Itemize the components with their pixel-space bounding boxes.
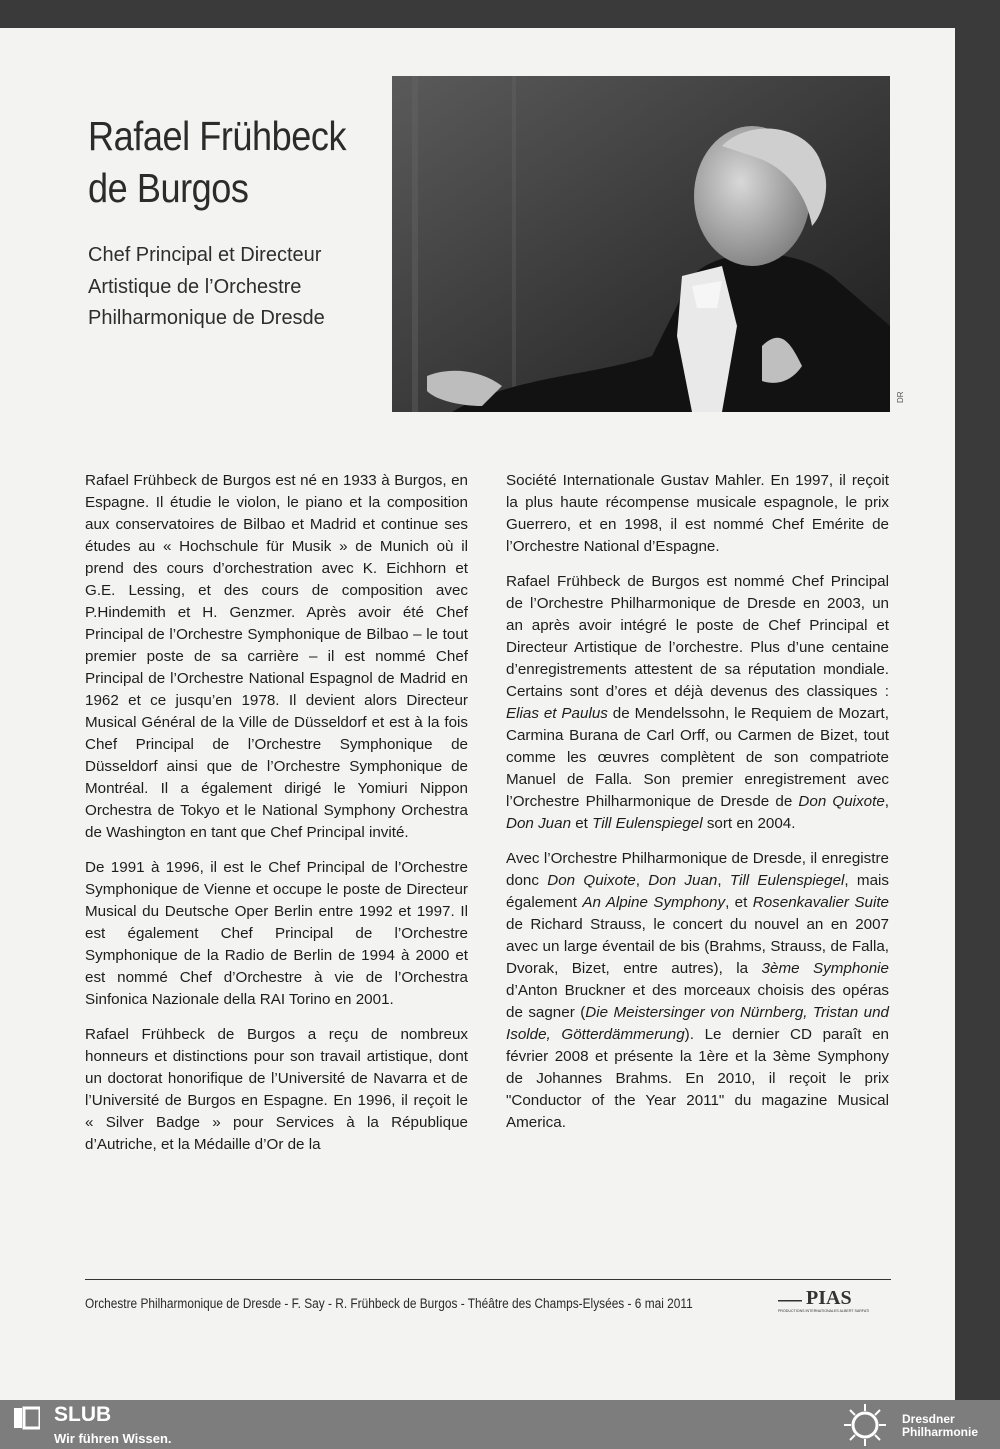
footer-text: Orchestre Philharmonique de Dresde - F. Say - R. Frühbeck de Burgos - Théâtre des Champs-Elysées - 6 mai 2011 [85,1296,693,1311]
work-title: Till Eulenspiegel [729,872,845,889]
paragraph: De 1991 à 1996, il est le Chef Principal de l’Orchestre Symphonique de Vienne et occupe le poste de Directeur Musical du Deutsche Oper Berlin entre 1992 et 1997. Il est également Chef Principal de l’Orchestre Symphonique de la Radio de Berlin de 1994 à 2000 et est nommé Chef d’Orchestre à vie de l’Orchestra Sinfonica Nazionale della RAI Torino en 2001. [85,859,468,1008]
text-column-left [85,470,468,1169]
work-title: Don Quixote [547,872,636,889]
text-run: sort en 2004. [702,815,796,832]
paragraph: Rafael Frühbeck de Burgos est né en 1933 à Burgos, en Espagne. Il étudie le violon, le piano et la composition aux conservatoires de Bilbao et Madrid et continue ses études au « Hochschule für Musik » de Munich où il prend des cours d’orchestration avec K. Eichhorn et G.E. Lessing, et des cours de composition avec P.Hindemith et H. Genzmer. Après avoir été Chef Principal de l’Orchestre Symphonique de Bilbao – le tout premier poste de sa carrière – il est nommé Chef Principal de l’Orchestre National Espagnol de Madrid en 1962 et ce jusqu’en 1978. Il devient alors Directeur Musical Général de la Ville de Düsseldorf et est à la fois Chef Principal de l’Orchestre Symphonique de Düsseldorf ainsi que de l’Orchestre Symphonique de Montréal. Il a également dirigé le Yomiuri Nippon Orchestra de Tokyo et le National Symphony Orchestra de Washington en tant que Chef Principal invité. [85,472,468,841]
pias-logo-subtext: PRODUCTIONS INTERNATIONALES ALBERT SARFATI [778,1309,870,1313]
title-line-1: Rafael Frühbeck [88,113,347,159]
text-run: ). Le dernier CD paraît en février 2008 et présente la 1ère et la 3ème Symphony de Johannes Brahms. En 2010, il reçoit le prix "Conductor of the Year 2011" du magazine Musical America. [506,1026,889,1131]
text-run: , mais également [506,872,889,911]
dresdner-philharmonie-logo-icon [842,1402,888,1448]
pias-logo [778,1286,890,1314]
library-tagline: Wir führen Wissen. [54,1431,172,1446]
text-run: de Richard Strauss, le concert du nouvel an en 2007 avec un large éventail de bis (Brahms, Strauss, de Falla, Dvorak, Bizet, entre autres), la [506,916,889,977]
subtitle-line-2: Artistique de l’Orchestre [88,275,302,298]
archive-footer-bar [0,1400,1000,1449]
text-run: Rafael Frühbeck de Burgos est nommé Chef Principal de l’Orchestre Philharmonique de Dresde en 2003, un an après avoir intégré le poste de Chef Principal et Directeur Artistique de l’orchestre. Plus d’une centaine d’enregistrements attestent de sa réputation mondiale. Certains sont d’ores et déjà devenus des classiques : [506,573,889,700]
partner-name-line-2: Philharmonie [902,1425,979,1439]
work-title: Elias et Paulus [506,705,608,722]
text-run: , [717,872,730,889]
subtitle-line-3: Philharmonique de Dresde [88,307,325,329]
text-run: de Mendelssohn, le Requiem de Mozart, Carmina Burana de Carl Orff, ou Carmen de Bizet, tout comme les œuvres complètent de son compatriote Manuel de Falla. Son premier enregistrement avec l’Orchestre Philharmonique de Dresde de [506,705,889,810]
conductor-photo [392,76,890,412]
paragraph: Rafael Frühbeck de Burgos a reçu de nombreux honneurs et distinctions pour son travail artistique, dont un doctorat honorifique de l’Université de Navarra et de l’Université de Burgos en Espagne. En 1996, il reçoit le « Silver Badge » pour Services à la République d’Autriche, et la Médaille d’Or de la [85,1026,468,1153]
work-title: Don Quixote [798,793,885,810]
text-run: , [635,872,649,889]
work-title: Till Eulenspiegel [592,815,703,832]
partner-name [902,1413,978,1439]
paragraph [506,571,889,835]
work-title: 3ème Symphonie [761,960,889,977]
program-page [0,28,955,1400]
photo-credit: DR [896,391,905,403]
work-title: Don Juan [506,815,572,832]
text-column-right [506,470,889,1147]
work-title: An Alpine Symphony [582,894,726,911]
pias-logo-text: PIAS [806,1287,852,1309]
page-subtitle [88,240,388,335]
subtitle-line-1: Chef Principal et Directeur [88,244,322,266]
paragraph: Société Internationale Gustav Mahler. En 1997, il reçoit la plus haute récompense musicale espagnole, le prix Guerrero, et en 1998, il est nommé Chef Emérite de l’Orchestre National d’Espagne. [506,472,889,555]
work-title: Rosenkavalier Suite [752,894,889,911]
text-run: , et [725,894,753,911]
text-run: d’Anton Bruckner et des morceaux choisis des opéras de sagner ( [506,982,889,1021]
partner-name-line-1: Dresdner [902,1412,955,1426]
slub-logo-icon [14,1406,40,1430]
work-title: Don Juan [648,872,718,889]
work-title: Die Meistersinger von Nürnberg, Tristan und Isolde, Götterdämmerung [506,1004,889,1043]
paragraph [506,848,889,1134]
library-name: SLUB [54,1403,112,1426]
text-run: , [884,793,889,810]
text-run: et [571,815,593,832]
footer-divider [85,1279,891,1280]
text-run: Avec l’Orchestre Philharmonique de Dresde, il enregistre donc [506,850,889,889]
page-title [88,110,352,214]
title-line-2: de Burgos [88,165,249,211]
